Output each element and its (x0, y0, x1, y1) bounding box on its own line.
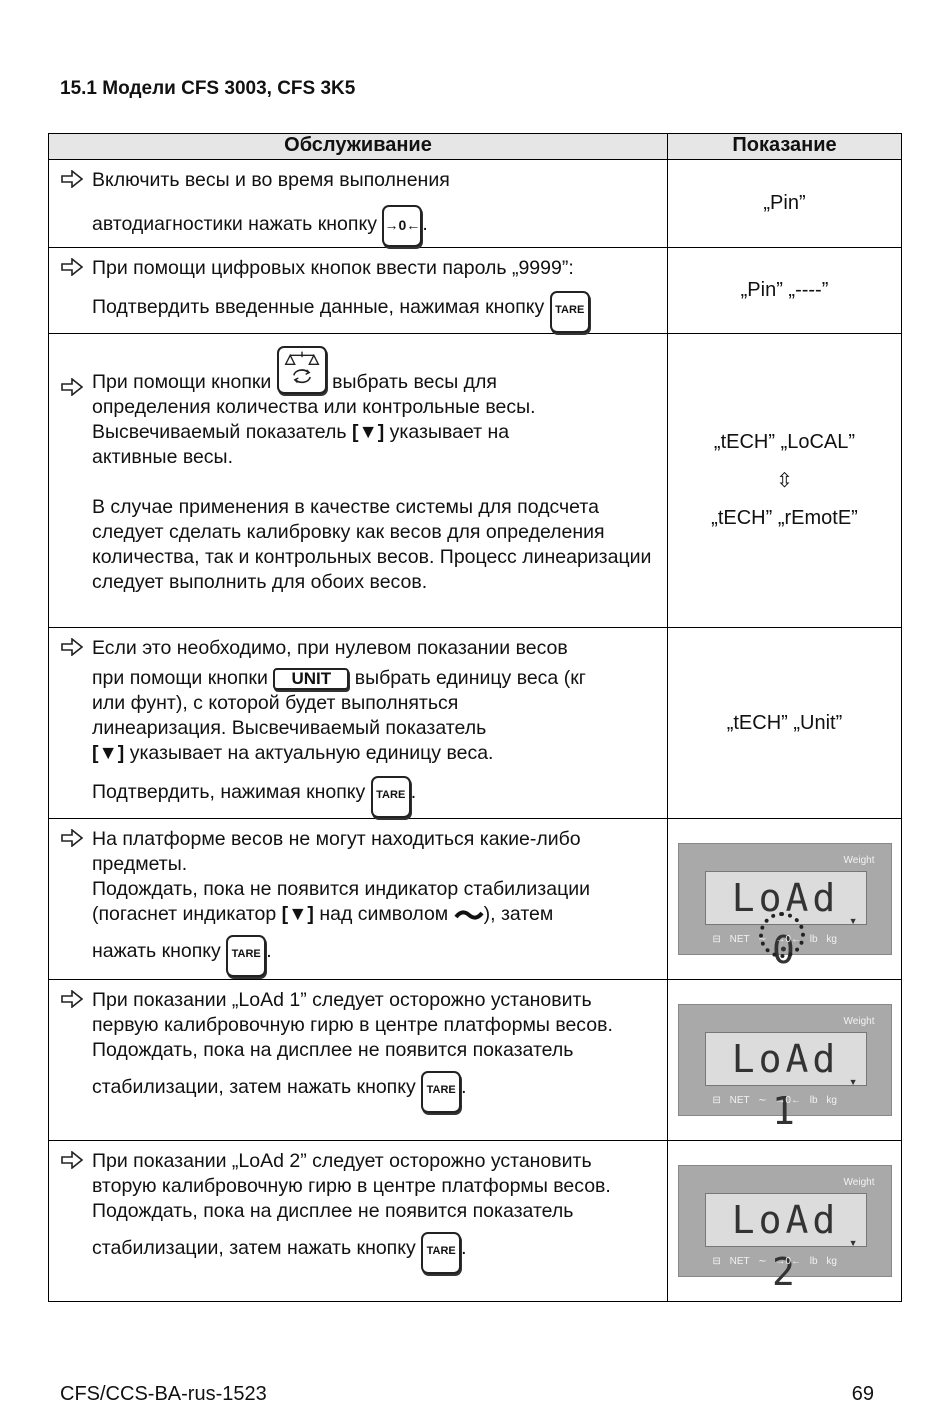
row-text: Подождать, пока на дисплее не появится показатель (92, 1200, 574, 1222)
table-row (49, 248, 902, 334)
lcd-readout: LoAd 0 (705, 871, 867, 925)
row-text: нажать кнопку (92, 940, 221, 962)
stability-symbol-icon (454, 908, 484, 922)
row-text: Если это необходимо, при нулевом показании весов (92, 637, 568, 659)
table-row: На платформе весов не могут находиться какие-либо предметы. Подождать, пока не появится индикатор стабилизации (погаснет индикатор [▼] над символом ), затем нажать кнопку TARE . Weight LoAd 0 ▼ ⊟ NET ∼ →0← lb kg (49, 819, 902, 980)
stable-marker: ▼ (848, 1238, 858, 1248)
row-text: линеаризация. Высвечиваемый показатель (92, 717, 487, 739)
arrow-icon (61, 1151, 83, 1169)
row-text: автодиагностики нажать кнопку (92, 213, 377, 235)
row-paragraph: В случае применения в качестве системы для подсчета следует сделать калибровку как весов для определения количества, так и контрольных весов. Процесс линеаризации следует выполнить для обоих весов. (92, 496, 652, 593)
row-text: Высвечиваемый показатель (92, 421, 347, 443)
row-text: (погаснет индикатор (92, 903, 277, 925)
display-value: „tECH” „LoCAL” (713, 431, 856, 453)
display-value: „tECH” „rEmotE” (711, 507, 858, 529)
table-row (49, 334, 902, 628)
updown-arrow-icon: ⇳ (776, 470, 793, 492)
row-text: При помощи цифровых кнопок ввести пароль „9999”: (92, 257, 574, 279)
weight-label: Weight (843, 1177, 875, 1188)
arrow-icon (61, 170, 83, 188)
table-row: Включить весы и во время выполнения автодиагностики нажать кнопку →0← . „Pin” (49, 160, 902, 248)
arrow-icon (61, 378, 83, 396)
unit-key-icon: UNIT (273, 668, 349, 690)
row-text: На платформе весов не могут находиться какие-либо предметы. (92, 828, 581, 875)
weight-label: Weight (843, 1016, 875, 1027)
arrow-icon (61, 258, 83, 276)
scale-display-image (678, 1004, 892, 1133)
row-text: при помощи кнопки (92, 667, 268, 689)
tare-key-icon: TARE (371, 776, 411, 818)
display-flags: ⊟ NET ∼ →0← lb kg (712, 1256, 837, 1267)
arrow-icon (61, 638, 83, 656)
row-text: Включить весы и во время выполнения (92, 169, 450, 191)
header-operation: Обслуживание (49, 134, 668, 160)
display-value: „Pin” „----” (668, 248, 902, 334)
row-text: или фунт), с которой будет выполняться (92, 692, 459, 714)
row-text: определения количества или контрольные весы. (92, 396, 536, 418)
lcd-readout: LoAd 2 (705, 1193, 867, 1247)
row-text: Подождать, пока на дисплее не появится показатель (92, 1039, 574, 1061)
row-text: При показании „LoAd 2” следует осторожно установить вторую калибровочную гирю в центре платформы весов. (92, 1150, 611, 1197)
stable-marker: ▼ (848, 1077, 858, 1087)
row-text: над символом (319, 903, 449, 925)
scale-display-image (678, 1165, 892, 1294)
scale-switch-key-icon (277, 346, 327, 394)
row-text: указывает на актуальную единицу веса. (129, 742, 494, 764)
row-text: Подтвердить, нажимая кнопку (92, 781, 366, 803)
display-flags: ⊟ NET ∼ →0← lb kg (712, 934, 837, 945)
table-row: При показании „LoAd 1” следует осторожно установить первую калибровочную гирю в центре платформы весов. Подождать, пока на дисплее не появится показатель стабилизации, затем нажать кнопку TARE . Weight LoAd 1 ▼ ⊟ NET ∼ →0← lb kg (49, 980, 902, 1141)
row-text: выбрать весы для (332, 371, 497, 393)
page-number: 69 (851, 1383, 874, 1405)
header-display: Показание (668, 134, 902, 160)
arrow-icon (61, 829, 83, 847)
row-text: активные весы. (92, 446, 233, 468)
arrow-icon (61, 990, 83, 1008)
table-row: Если это необходимо, при нулевом показании весов при помощи кнопки UNIT выбрать единицу веса (кг или фунт), с которой будет выполняться линеаризация. Высвечиваемый показатель [▼] указывает на актуальную единицу веса. Подтвердить, нажимая кнопку TARE . „tECH” „Unit” (49, 628, 902, 819)
stable-marker: ▼ (848, 916, 858, 926)
row-text: выбрать единицу веса (кг (354, 667, 586, 689)
tare-key-icon: TARE (550, 291, 590, 333)
footer-doc-id: CFS/CCS-BA-rus-1523 (60, 1383, 267, 1405)
row-text: стабилизации, затем нажать кнопку (92, 1237, 416, 1259)
display-flags: ⊟ NET ∼ →0← lb kg (712, 1095, 837, 1106)
table-header-row (49, 134, 902, 160)
tare-key-icon: TARE (226, 935, 266, 977)
row-text: При помощи кнопки (92, 371, 272, 393)
row-text: При показании „LoAd 1” следует осторожно установить первую калибровочную гирю в центре платформы весов. (92, 989, 613, 1036)
tare-key-icon: TARE (421, 1071, 461, 1113)
display-value: „tECH” „Unit” (668, 628, 902, 819)
scale-display-image (678, 843, 892, 972)
row-text: стабилизации, затем нажать кнопку (92, 1076, 416, 1098)
row-text: Подтвердить введенные данные, нажимая кнопку (92, 296, 545, 318)
tare-key-icon: TARE (421, 1232, 461, 1274)
row-text: Подождать, пока не появится индикатор стабилизации (92, 878, 591, 900)
weight-label: Weight (843, 855, 875, 866)
highlight-circle (759, 912, 805, 958)
stable-marker: [▼] (92, 742, 125, 764)
stable-marker: [▼] (281, 903, 314, 925)
display-value: „Pin” (668, 160, 902, 248)
lcd-readout: LoAd 1 (705, 1032, 867, 1086)
zero-key-icon: →0← (382, 205, 422, 247)
stable-marker: [▼] (351, 421, 385, 443)
calibration-table (48, 133, 902, 1302)
table-row: При показании „LoAd 2” следует осторожно установить вторую калибровочную гирю в центре платформы весов. Подождать, пока на дисплее не появится показатель стабилизации, затем нажать кнопку TARE . Weight LoAd 2 ▼ ⊟ NET ∼ →0← lb kg (49, 1141, 902, 1302)
row-text: ), затем (483, 903, 554, 925)
row-text: указывает на (389, 421, 510, 443)
section-title: 15.1 Модели CFS 3003, CFS 3K5 (60, 78, 356, 99)
